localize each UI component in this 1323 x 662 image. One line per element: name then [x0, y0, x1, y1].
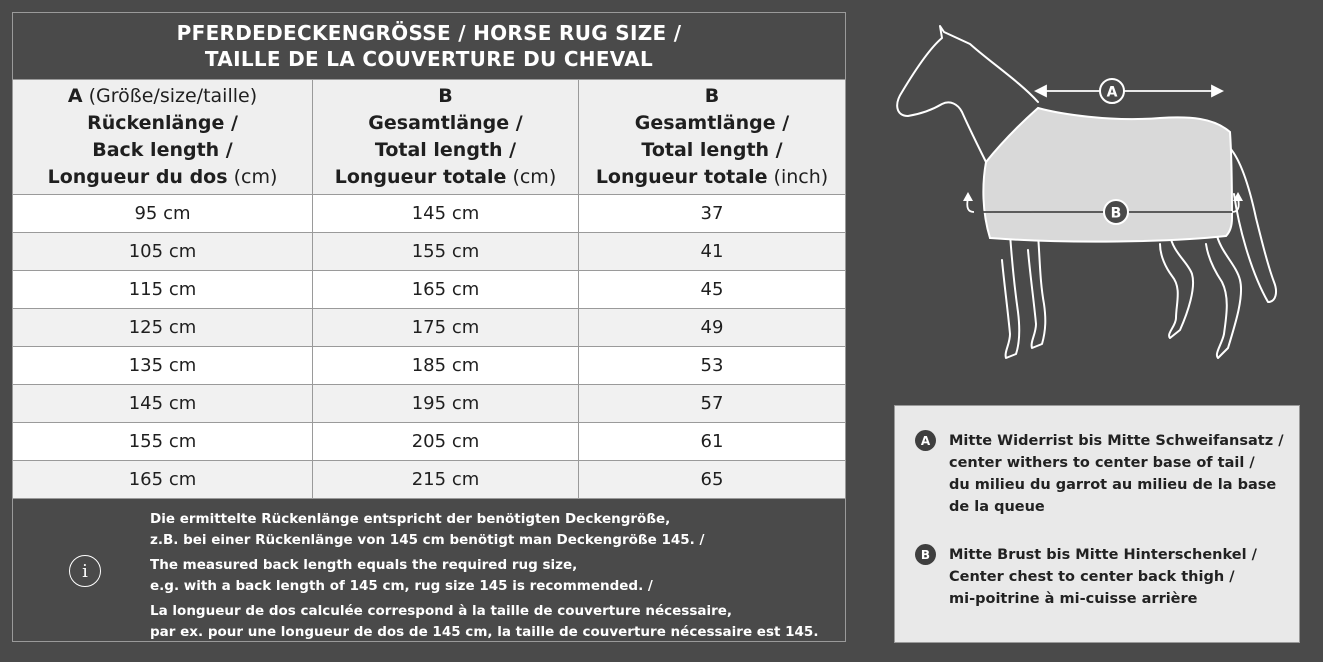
measurement-legend	[894, 405, 1300, 643]
table-cell: 57	[579, 385, 845, 423]
title-line-1: PFERDEDECKENGRÖSSE / HORSE RUG SIZE /	[176, 21, 682, 45]
header-back-length: A (Größe/size/taille) Rückenlänge / Back length / Longueur du dos (cm)	[13, 80, 313, 195]
size-grid	[13, 80, 845, 499]
label-a-text: A	[1106, 84, 1118, 101]
note-fr-line-1: La longueur de dos calculée correspond à la taille de couverture nécessaire,	[150, 603, 733, 619]
note-en-line-1: The measured back length equals the required rug size,	[150, 557, 578, 573]
table-cell: 195 cm	[313, 385, 579, 423]
table-cell: 175 cm	[313, 309, 579, 347]
table-cell: 115 cm	[13, 271, 313, 309]
note-en-line-2: e.g. with a back length of 145 cm, rug size 145 is recommended. /	[150, 578, 653, 594]
legend-badge-b: B	[915, 544, 936, 565]
horse-outline-tail	[1230, 148, 1276, 302]
horse-diagram	[870, 12, 1310, 382]
table-cell: 155 cm	[313, 233, 579, 271]
horse-illustration	[870, 12, 1310, 382]
table-cell: 95 cm	[13, 195, 313, 233]
note-de-line-2: z.B. bei einer Rückenlänge von 145 cm benötigt man Deckengröße 145. /	[150, 532, 705, 548]
header-total-length-cm: B Gesamtlänge / Total length / Longueur totale (cm)	[313, 80, 579, 195]
table-cell: 105 cm	[13, 233, 313, 271]
size-table	[12, 12, 846, 642]
table-title	[13, 13, 845, 80]
table-cell: 205 cm	[313, 423, 579, 461]
horse-outline-front-legs	[1002, 234, 1045, 358]
table-cell: 145 cm	[13, 385, 313, 423]
legend-badge-a: A	[915, 430, 936, 451]
arrow-b-left-head	[963, 192, 973, 201]
table-cell: 165 cm	[313, 271, 579, 309]
table-cell: 215 cm	[313, 461, 579, 499]
table-cell: 61	[579, 423, 845, 461]
title-line-2: TAILLE DE LA COUVERTURE DU CHEVAL	[204, 47, 654, 71]
info-note	[13, 499, 845, 641]
table-cell: 53	[579, 347, 845, 385]
table-cell: 155 cm	[13, 423, 313, 461]
label-b-text: B	[1110, 205, 1122, 222]
note-de-line-1: Die ermittelte Rückenlänge entspricht der benötigten Deckengröße,	[150, 511, 671, 527]
table-cell: 37	[579, 195, 845, 233]
table-cell: 135 cm	[13, 347, 313, 385]
table-cell: 65	[579, 461, 845, 499]
legend-text-b: Mitte Brust bis Mitte Hinterschenkel / Center chest to center back thigh / mi-poitrine à mi-cuisse arrière	[949, 547, 1257, 607]
legend-text-a: Mitte Widerrist bis Mitte Schweifansatz / center withers to center base of tail / du milieu du garrot au milieu de la base de la queue	[949, 433, 1284, 515]
table-cell: 41	[579, 233, 845, 271]
table-cell: 45	[579, 271, 845, 309]
header-total-length-inch: B Gesamtlänge / Total length / Longueur totale (inch)	[579, 80, 845, 195]
note-fr-line-2: par ex. pour une longueur de dos de 145 cm, la taille de couverture nécessaire est 145.	[150, 624, 819, 640]
table-cell: 185 cm	[313, 347, 579, 385]
measure-a	[1036, 86, 1222, 96]
table-cell: 49	[579, 309, 845, 347]
table-cell: 145 cm	[313, 195, 579, 233]
table-cell: 125 cm	[13, 309, 313, 347]
table-cell: 165 cm	[13, 461, 313, 499]
info-note-text	[150, 509, 830, 643]
info-icon: i	[69, 555, 101, 587]
horse-outline-hind-legs	[1160, 232, 1241, 358]
